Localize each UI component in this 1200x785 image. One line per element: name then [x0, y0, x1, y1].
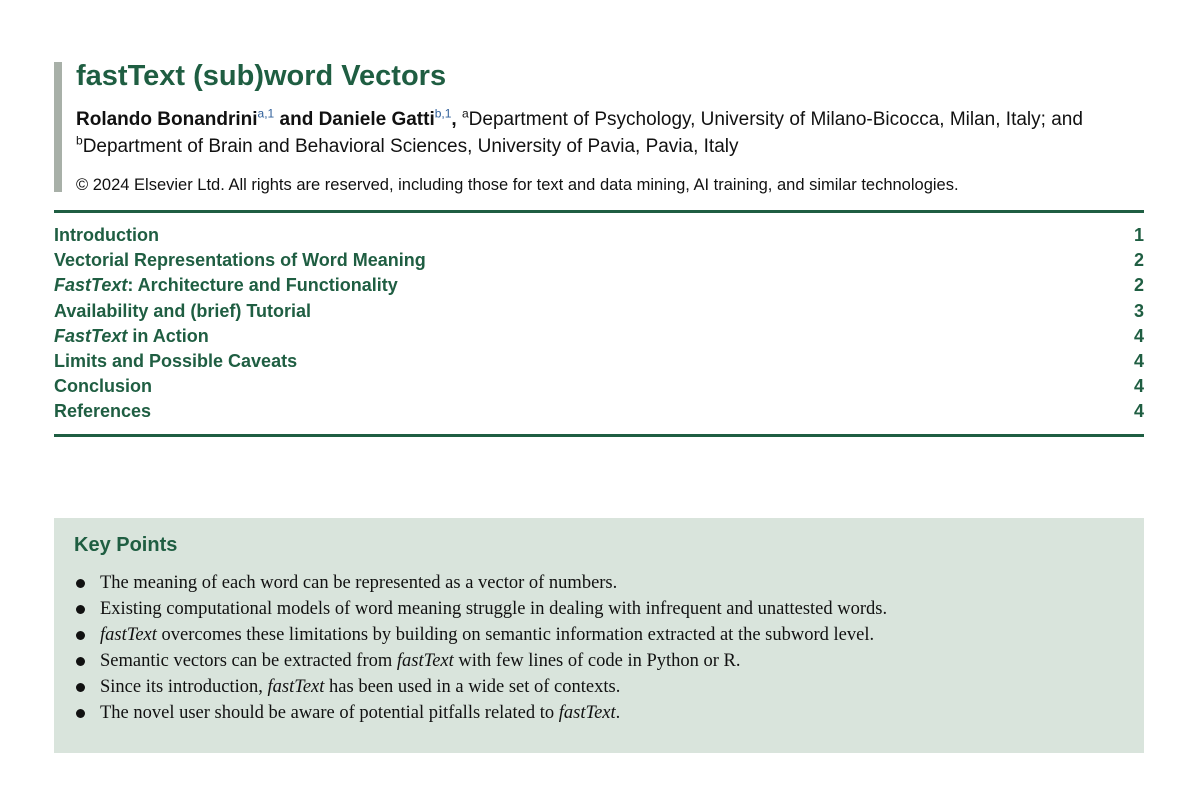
toc-entry-page: 2	[1133, 250, 1144, 271]
toc-entry-page: 3	[1133, 300, 1144, 321]
affiliation-a: Department of Psychology, University of Milano-Bicocca, Milan, Italy; and	[468, 109, 1083, 130]
toc-entry-label: in Action	[127, 325, 209, 346]
key-point-text: The novel user should be aware of potential pitfalls related to	[100, 703, 559, 723]
toc-entry-label: : Architecture and Functionality	[127, 275, 398, 296]
toc-entry-page: 4	[1133, 325, 1144, 346]
toc-entry-page: 4	[1133, 376, 1144, 397]
affiliation-a-mark: a	[461, 106, 469, 121]
toc-entry-page: 4	[1133, 350, 1144, 371]
key-points-list	[76, 570, 887, 726]
key-point-text: .	[615, 703, 621, 723]
toc-entry-label: Limits and Possible Caveats	[54, 350, 298, 371]
author-name[interactable]: Rolando Bonandrini	[76, 109, 258, 130]
affiliation-b: Department of Brain and Behavioral Sciences, University of Pavia, Pavia, Italy	[82, 136, 739, 157]
author-line	[76, 106, 1136, 160]
key-point-emphasis: fastText	[100, 625, 157, 645]
author-connector: and	[279, 109, 314, 130]
key-point-item	[76, 622, 887, 648]
key-point-text: Existing computational models of word meaning struggle in dealing with infrequent and unattested words.	[100, 599, 888, 619]
key-point-text: The meaning of each word can be represented as a vector of numbers.	[100, 573, 618, 593]
key-point-item	[76, 674, 887, 700]
toc-entry-references[interactable]	[54, 401, 1144, 426]
affiliation-b-mark: b	[76, 133, 83, 148]
toc-entry-introduction[interactable]	[54, 225, 1144, 250]
key-point-emphasis: fastText	[558, 703, 616, 723]
bullet-icon	[76, 631, 85, 640]
toc-entry-limits[interactable]	[54, 351, 1144, 376]
key-points-heading: Key Points	[74, 534, 178, 556]
toc-entry-label: Vectorial Representations of Word Meaning	[54, 250, 426, 271]
toc-entry-in-action[interactable]	[54, 326, 1144, 351]
toc-entry-availability[interactable]	[54, 301, 1144, 326]
toc-entry-page: 1	[1133, 225, 1144, 245]
key-point-item	[76, 596, 887, 622]
toc-entry-vectorial-representations[interactable]	[54, 250, 1144, 275]
toc-entry-label: References	[54, 401, 152, 422]
toc-entry-label: Introduction	[54, 225, 159, 245]
key-point-text: has been used in a wide set of contexts.	[324, 677, 621, 697]
key-point-item	[76, 700, 887, 726]
key-point-item	[76, 648, 887, 674]
key-point-emphasis: fastText	[396, 651, 454, 671]
toc-bottom-rule	[54, 434, 1144, 437]
bullet-icon	[76, 657, 85, 666]
author-name[interactable]: Daniele Gatti	[318, 109, 435, 130]
toc-entry-label-italic: FastText	[54, 275, 128, 296]
toc-entry-page: 4	[1133, 401, 1144, 422]
key-points-box	[54, 518, 1144, 753]
key-point-text: with few lines of code in Python or R.	[453, 651, 741, 671]
key-point-text: Semantic vectors can be extracted from	[100, 651, 397, 671]
toc-entry-page: 2	[1133, 275, 1144, 296]
toc-entry-architecture[interactable]	[54, 275, 1144, 300]
article-title: fastText (sub)word Vectors	[76, 60, 447, 92]
bullet-icon	[76, 579, 85, 588]
key-point-text: overcomes these limitations by building on semantic information extracted at the subword level.	[156, 625, 875, 645]
bullet-icon	[76, 683, 85, 692]
author-affiliation-mark[interactable]: a,1	[257, 106, 275, 121]
toc-entry-conclusion[interactable]	[54, 376, 1144, 401]
author-affiliation-mark[interactable]: b,1	[434, 106, 452, 121]
author-separator: ,	[451, 109, 462, 130]
key-point-text: Since its introduction,	[100, 677, 268, 697]
table-of-contents	[54, 225, 1144, 427]
copyright-notice: © 2024 Elsevier Ltd. All rights are reserved, including those for text and data mining, AI training, and similar technologies.	[76, 176, 959, 194]
header-accent-bar	[54, 62, 62, 192]
bullet-icon	[76, 605, 85, 614]
toc-entry-label: Conclusion	[54, 376, 152, 397]
toc-top-rule	[54, 210, 1144, 213]
key-point-item	[76, 570, 887, 596]
toc-entry-label-italic: FastText	[54, 325, 128, 346]
toc-entry-label: Availability and (brief) Tutorial	[54, 300, 312, 321]
bullet-icon	[76, 709, 85, 718]
key-point-emphasis: fastText	[267, 677, 325, 697]
